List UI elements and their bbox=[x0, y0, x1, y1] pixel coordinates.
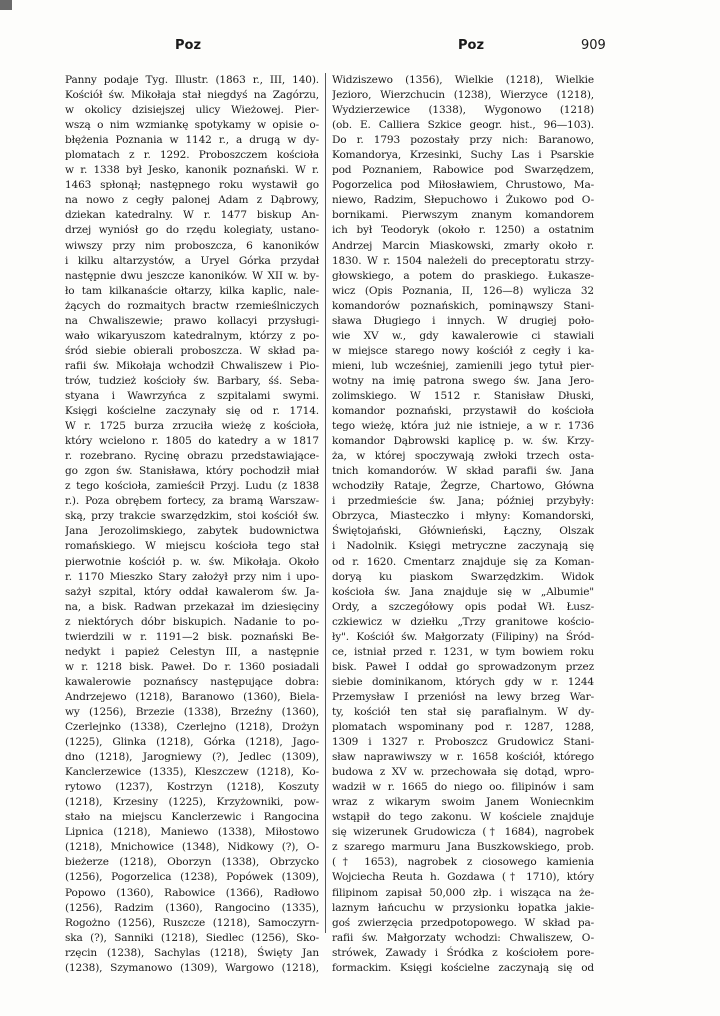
text-line: komandorów poznańskich, pominąwszy Stani- bbox=[332, 299, 594, 312]
text-line: Obrzyca, Miasteczko i młyny: Komandorski, bbox=[332, 510, 594, 523]
text-line: bornikami. Pierwszym znanym komandorem bbox=[332, 209, 594, 222]
text-line: Widziszewo (1356), Wielkie (1218), Wielkie bbox=[332, 74, 594, 86]
text-line: goś zwierzęcia przedpotopowego. W skład pa- bbox=[332, 916, 594, 929]
text-line: śród siebie obierali proboszcza. W skład pa- bbox=[65, 344, 319, 357]
text-line: 1830. W r. 1504 należeli do preceptoratu strzy- bbox=[332, 254, 594, 267]
column-divider bbox=[325, 73, 326, 933]
text-line: Do r. 1793 pozostały przy nich: Baranowo, bbox=[332, 134, 594, 147]
page-number: 909 bbox=[581, 38, 606, 53]
text-line: głowskiego, a potem do praskiego. Łukasze- bbox=[332, 269, 594, 282]
text-line: dno (1218), Jarogniewy (?), Jedlec (1309), bbox=[65, 751, 319, 764]
text-line: (1256), Pogorzelica (1238), Popówek (1309), bbox=[65, 871, 319, 884]
text-line: się wizerunek Grudowicza († 1684), nagrobek bbox=[332, 826, 594, 839]
text-line: rafii św. Mikołaja wchodził Chwaliszew i Pio- bbox=[65, 359, 319, 372]
text-line: sława Długiego i innych. W drugiej poło- bbox=[332, 314, 594, 327]
text-line: wotny na imię patrona swego św. Jana Jero- bbox=[332, 374, 594, 387]
text-line: r. rozebrano. Rycinę obrazu przedstawiające- bbox=[65, 450, 319, 463]
scan-corner-mark bbox=[0, 0, 12, 10]
text-line: i przedmieście św. Jana; później przybyły: bbox=[332, 495, 594, 508]
text-line: tego wieżę, która już nie istnieje, a w r. 1736 bbox=[332, 420, 594, 433]
text-line: rzęcin (1238), Sachylas (1218), Święty Jan bbox=[65, 946, 319, 959]
text-line: na nowo z cegły palonej Adam z Dąbrowy, bbox=[65, 194, 319, 207]
text-line: Czerlejnko (1338), Czerlejno (1218), Drożyn bbox=[65, 721, 319, 734]
text-line: sław naprawiwszy w r. 1658 kościół, którego bbox=[332, 751, 594, 764]
text-line: w r. 1218 bisk. Paweł. Do r. 1360 posiadali bbox=[65, 660, 319, 673]
text-line: Kanclerzewice (1335), Kleszczew (1218), Ko- bbox=[65, 766, 319, 779]
text-line: wie XV w., gdy kawalerowie ci stawiali bbox=[332, 329, 594, 342]
text-line: w r. 1338 był Jesko, kanonik poznański. W r. bbox=[65, 164, 319, 177]
page-header bbox=[0, 38, 720, 62]
text-line: Rogożno (1256), Ruszcze (1218), Samoczyrn- bbox=[65, 916, 319, 929]
text-line: W r. 1725 burza zrzuciła wieżę z kościoła, bbox=[65, 420, 319, 433]
text-line: ska (?), Sanniki (1218), Siedlec (1256), Sko- bbox=[65, 931, 319, 944]
text-line: (1238), Szymanowo (1309), Wargowo (1218), bbox=[65, 961, 319, 974]
text-line: komandor Dąbrowski kaplicę p. w. św. Krzy- bbox=[332, 435, 594, 448]
text-line: go zgon św. Stanisława, który pochodził miał bbox=[65, 465, 319, 478]
text-line: Księgi kościelne zaczynały się od r. 1714. bbox=[65, 405, 319, 418]
text-line: błężenia Poznania w 1142 r., a drugą w dy- bbox=[65, 134, 319, 147]
text-line: († 1653), nagrobek z ciosowego kamienia bbox=[332, 856, 594, 869]
text-line: ły". Kościół św. Małgorzaty (Filipiny) na Śród- bbox=[332, 630, 594, 643]
text-line: tnich komandorów. W skład parafii św. Jana bbox=[332, 465, 594, 478]
text-line: niewo, Radzim, Słepuchowo i Żukowo pod O- bbox=[332, 194, 594, 207]
text-line: wiwszy przy nim proboszcza, 6 kanoników bbox=[65, 239, 319, 252]
text-line: wszą o nim wzmiankę spotykamy w opisie o- bbox=[65, 119, 319, 132]
text-line: Wydzierzewice (1338), Wygonowo (1218) bbox=[332, 104, 594, 117]
text-line: z tego kościoła, zamieścił Przyj. Ludu (z 1838 bbox=[65, 480, 319, 493]
text-line: (1218), Mnichowice (1348), Nidkowy (?), O- bbox=[65, 841, 319, 854]
text-line: kościoła św. Jana znajduje się w „Albumie" bbox=[332, 585, 594, 598]
text-line: wraz z wikarym swoim Janem Woniecnkim bbox=[332, 796, 594, 809]
text-line: Lipnica (1218), Maniewo (1338), Miłostowo bbox=[65, 826, 319, 839]
text-line: komandor poznański, przystawił do kościoła bbox=[332, 405, 594, 418]
text-line: dziekan katedralny. W r. 1477 biskup An- bbox=[65, 209, 319, 222]
text-line: kawalerowie poznańscy następujące dobra: bbox=[65, 675, 319, 688]
text-line: na Chwaliszewie; prawo kollacyi przysługi- bbox=[65, 314, 319, 327]
text-line: formackim. Księgi kościelne zaczynają się od bbox=[332, 961, 594, 974]
text-line: Wojciecha Reuta h. Gozdawa († 1710), który bbox=[332, 871, 594, 884]
text-line: ce, istniał przed r. 1231, w tym bowiem roku bbox=[332, 645, 594, 658]
text-line: Kościół św. Mikołaja stał niegdyś na Zagórzu, bbox=[65, 89, 319, 102]
text-line: czkiewicz w dziełku „Trzy granitowe kościo- bbox=[332, 615, 594, 628]
text-line: z niektórych dóbr biskupich. Nadanie to po- bbox=[65, 615, 319, 628]
text-line: zolimskiego. W 1512 r. Stanisław Dłuski, bbox=[332, 389, 594, 402]
text-line: bieżerze (1218), Oborzyn (1338), Obrzycko bbox=[65, 856, 319, 869]
text-line: Andrzej Marcin Miaskowski, zmarły około r. bbox=[332, 239, 594, 252]
text-line: siebie dominikanom, których gdy w r. 1244 bbox=[332, 675, 594, 688]
text-line: 1463 spłonął; następnego roku wystawił go bbox=[65, 179, 319, 192]
text-line: wało wikaryuszom katedralnym, którzy z po- bbox=[65, 329, 319, 342]
text-line: ty, kościół ten stał się parafialnym. W dy- bbox=[332, 705, 594, 718]
text-line: Panny podaje Tyg. Illustr. (1863 r., III, 140). bbox=[65, 74, 319, 86]
text-line: pod Poznaniem, Rabowice pod Swarzędzem, bbox=[332, 164, 594, 177]
text-line: plomatach z r. 1292. Proboszczem kościoła bbox=[65, 149, 319, 162]
text-line: ską, przy trakcie swarzędzkim, stoi kościół św. bbox=[65, 510, 319, 523]
text-line: w okolicy dzisiejszej ulicy Wieżowej. Pier- bbox=[65, 104, 319, 117]
text-line: (1218), Krzesiny (1225), Krzyżowniki, pow- bbox=[65, 796, 319, 809]
text-line: doryą ku piaskom Swarzędzkim. Widok bbox=[332, 570, 594, 583]
header-left-title: Poz bbox=[175, 38, 202, 53]
text-line: następnie dwu jeszcze kanoników. W XII w. by- bbox=[65, 269, 319, 282]
text-line: romańskiego. W miejscu kościoła tego stał bbox=[65, 540, 319, 553]
text-line: który wcielono r. 1805 do katedry a w 1817 bbox=[65, 435, 319, 448]
text-line: ło tam kilkanaście ołtarzy, kilka kaplic, nale- bbox=[65, 284, 319, 297]
text-line: i kilku altarzystów, a Uryel Górka przydał bbox=[65, 254, 319, 267]
text-line: wy (1256), Brzezie (1338), Brzeźny (1360), bbox=[65, 705, 319, 718]
text-line: r. 1170 Mieszko Stary założył przy nim i upo- bbox=[65, 570, 319, 583]
text-line: od r. 1620. Cmentarz znajduje się za Koman- bbox=[332, 555, 594, 568]
text-line: strówek, Zawady i Śródka z kościołem pore- bbox=[332, 946, 594, 959]
text-line: stało na miejscu Kanclerzewic i Rangocina bbox=[65, 811, 319, 824]
text-line: nedykt i papież Celestyn III, a następnie bbox=[65, 645, 319, 658]
text-line: 1309 i 1327 r. Proboszcz Grudowicz Stani- bbox=[332, 736, 594, 749]
text-line: żących do rozmaitych bractw rzemieślniczych bbox=[65, 299, 319, 312]
text-line: (1225), Glinka (1218), Górka (1218), Jago- bbox=[65, 736, 319, 749]
text-line: Przemysław I przeniósł na lewy brzeg War- bbox=[332, 690, 594, 703]
text-line: drzej wyniósł go do rzędu kolegiaty, ustano- bbox=[65, 224, 319, 237]
text-line: twierdzili w r. 1191—2 bisk. poznański Be- bbox=[65, 630, 319, 643]
text-line: bisk. Paweł I oddał go sprowadzonym przez bbox=[332, 660, 594, 673]
text-line: w miejsce starego nowy kościół z cegły i ka- bbox=[332, 344, 594, 357]
text-line: (ob. E. Calliera Szkice geogr. hist., 96—103). bbox=[332, 119, 594, 132]
text-line: ża, w której spoczywają zwłoki trzech osta- bbox=[332, 450, 594, 463]
text-line: mieni, lub wcześniej, zamienili jego tytuł pier- bbox=[332, 359, 594, 372]
text-line: wicz (Opis Poznania, II, 126—8) wylicza 32 bbox=[332, 284, 594, 297]
text-line: wstąpił do tego zakonu. W kościele znajduje bbox=[332, 811, 594, 824]
text-line: ich był Teodoryk (około r. 1250) a ostatnim bbox=[332, 224, 594, 237]
text-line: trów, tudzież kościoły św. Barbary, śś. Seba- bbox=[65, 374, 319, 387]
text-line: na, a bisk. Radwan przekazał im dziesięciny bbox=[65, 600, 319, 613]
text-line: plomatach wspominany pod r. 1287, 1288, bbox=[332, 721, 594, 734]
text-line: wchodziły Rataje, Żegrze, Chartowo, Główna bbox=[332, 480, 594, 493]
text-line: sażył szpital, który oddał kawalerom św. Ja- bbox=[65, 585, 319, 598]
text-line: i Nadolnik. Księgi metryczne zaczynają się bbox=[332, 540, 594, 553]
text-line: pierwotnie kościół p. w. św. Mikołaja. Około bbox=[65, 555, 319, 568]
left-text-column bbox=[65, 73, 319, 976]
text-line: r.). Poza obrębem fortecy, za bramą Warszaw- bbox=[65, 495, 319, 508]
text-line: z szarego marmuru Jana Buszkowskiego, prob. bbox=[332, 841, 594, 854]
text-line: Andrzejewo (1218), Baranowo (1360), Biela- bbox=[65, 690, 319, 703]
text-line: styana i Wawrzyńca z szpitalami swymi. bbox=[65, 389, 319, 402]
right-text-column bbox=[332, 73, 594, 976]
text-line: rafii św. Małgorzaty wchodzi: Chwaliszew, O- bbox=[332, 931, 594, 944]
text-line: Świętojański, Głównieński, Łączny, Olszak bbox=[332, 525, 594, 538]
text-line: budowa z XV w. przechowała się dotąd, wpro- bbox=[332, 766, 594, 779]
text-line: Pogorzelica pod Miłosławiem, Chrustowo, Ma- bbox=[332, 179, 594, 192]
text-line: Komandorya, Krzesinki, Suchy Las i Psarskie bbox=[332, 149, 594, 162]
text-line: Jezioro, Wierzchucin (1238), Wierzyce (1218), bbox=[332, 89, 594, 102]
text-line: Jana Jerozolimskiego, zabytek budownictwa bbox=[65, 525, 319, 538]
text-line: Ordy, a szczegółowy opis podał Wł. Łusz- bbox=[332, 600, 594, 613]
text-line: laznym łańcuchu w przysionku łopatka jakie- bbox=[332, 901, 594, 914]
text-line: rytowo (1237), Kostrzyn (1218), Koszuty bbox=[65, 781, 319, 794]
text-line: filipinom zapisał 50,000 złp. i wisząca na że- bbox=[332, 886, 594, 899]
text-line: (1256), Radzim (1360), Rangocino (1335), bbox=[65, 901, 319, 914]
text-line: Popowo (1360), Rabowice (1366), Radłowo bbox=[65, 886, 319, 899]
header-right-title: Poz bbox=[458, 38, 485, 53]
text-line: wadził w r. 1665 do niego oo. filipinów i sam bbox=[332, 781, 594, 794]
